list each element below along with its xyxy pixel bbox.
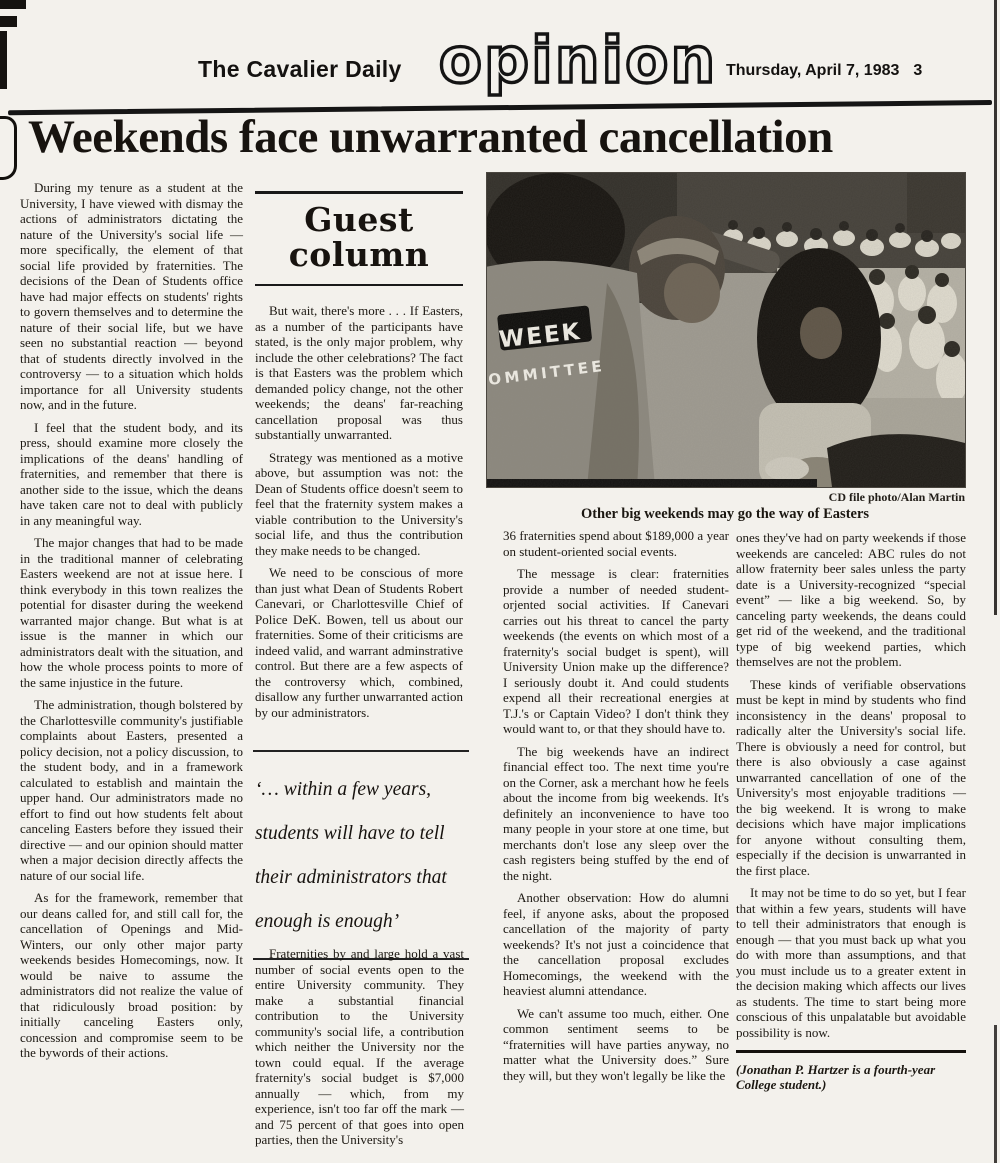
photo-illustration xyxy=(487,173,965,487)
tshirt-text-week: WEEK xyxy=(497,318,583,354)
scan-artifact xyxy=(0,31,7,89)
article-paragraph: Fraternities by and large hold a vast number of social events open to the entire University community. They make a substantial financial contribution to the University community's social life, a contribution which neither the University nor the town could equal. If the average fraternity's social budget is $7,000 annually — which, from my experience, isn't too far off the mark — and 75 percent of that goes into open parties, then the University's xyxy=(255,946,464,1147)
article-paragraph: These kinds of verifiable observations must be kept in mind by students who find inconsistency in the deans' proposal to radically alter the University's social life. There is obviously a need for control, but there is also obviously a case against unwarranted cancellation of one of the University's most enjoyable traditions — the big weekend. It is wrong to make decisions which have major implications for anyone without consulting them, especially if the decision is unwarranted in the first place. xyxy=(736,676,966,878)
article-paragraph: ones they've had on party weekends if those weekends are canceled: ABC rules do not allow fraternity beer sales unless the party date is a University-recognized “special event” — like a big weekend. So, by canceling party weekends, the deans could get rid of the weekend, and the traditional type of big weekend parties, which themselves are not the problem. xyxy=(736,530,966,669)
article-paragraph: The administration, though bolstered by the Charlottesville community's justifiable complaints about Easters, presented a policy decision, not a policy discussion, to the student body, and in a framework calculated to establish and maintain the upper hand. Our administrators made no effort to find out how students felt about canceling Easters before they issued their directive — and our opinion should matter when a major decision directly affects the nature of our social life. xyxy=(20,697,243,883)
guest-column-label: Guest column xyxy=(288,200,430,274)
article-paragraph: The message is clear: fraternities provide a number of needed student-orjented social activities. If Canevari carries out his threat to cancel the party weekends (the events on which most of a fraternity's social budget is spent), will University Union make up the difference? I seriously doubt it. And could students expend all their recreational energies at T.J.'s or Captain Video? I don't think they would want to, or that they should have to. xyxy=(503,566,729,736)
article-column-1 xyxy=(20,180,243,1068)
signature-rule xyxy=(736,1050,966,1053)
article-paragraph: The major changes that had to be made in the traditional manner of celebrating Easters weekend are not at issue here. I think everybody in this town realizes the potential for disaster during the weekend warranted major change. But what is at issue is the manner in which our administrators dealt with the situation, and how the whole process points to more of the same injustice in the future. xyxy=(20,535,243,690)
tshirt-text-committee: OMMITTEE xyxy=(487,356,607,389)
article-column-2-bottom xyxy=(255,946,464,1155)
article-paragraph: We need to be conscious of more than just what Dean of Students Robert Canevari, or Charlottesville Chief of Police DeK. Bowen, tell us about our fraternities. Some of their criticisms are indeed valid, and warrant adminstrative control. But there are a few aspects of the controversy which, combined, disallow any further unwarranted action by our administrators. xyxy=(255,565,463,720)
article-paragraph: It may not be time to do so yet, but I fear that within a few years, students will have to tell their administrators that enough is enough — that you must back up what you do with more than assumptions, and that you must include us to a greater extent in the decision making which affects our lives as students. The time to start being more conscious of this unpalatable but avoidable possibility is now. xyxy=(736,885,966,1040)
pull-quote-box xyxy=(253,750,469,960)
masthead-date xyxy=(726,62,922,80)
scan-artifact-right-edge xyxy=(994,0,997,615)
article-paragraph: But wait, there's more . . . If Easters, as a number of the participants have stated, is the only major problem, why include the other celebrations? The fact is that Easters was the problem which demanded policy change, not the other weekends; the deans' far-reaching cancellation proposal was thus substantially unwarranted. xyxy=(255,303,463,442)
article-column-2-top xyxy=(255,303,463,727)
scan-artifact-right-edge xyxy=(994,1025,997,1163)
paper-name: The Cavalier Daily xyxy=(198,56,402,82)
article-paragraph: 36 fraternities spend about $189,000 a year on student-oriented social events. xyxy=(503,528,729,559)
photo-credit: CD file photo/Alan Martin xyxy=(828,490,965,504)
scan-artifact-bracket xyxy=(0,116,17,180)
article-paragraph: Strategy was mentioned as a motive above, but assumption was not: the Dean of Students office doesn't seem to feel that the fraternity system makes a viable contribution to the University's social life, and thus the contribution they make needs to be changed. xyxy=(255,449,463,558)
author-signature: (Jonathan P. Hartzer is a fourth-year College student.) xyxy=(736,1061,936,1092)
article-paragraph: During my tenure as a student at the University, I have viewed with dismay the actions of administrators dictating the nature of the University's social life — more specifically, the element of that social life provided by fraternities. The decisions of the Dean of Students office have had major effects on students' rights to govern themselves and to determine the nature of their social life, but we have seen no substantial reaction — beyond that of students directly involved in the controversy — to a situation which holds importance for all University students now, and in the future. xyxy=(20,180,243,412)
article-paragraph: Another observation: How do alumni feel, if anyone asks, about the proposed cancellation of the majority of party weekends? It's not just a coincidence that the cancellation proposal excludes Homecomings, the weekend with the heaviest alumni attendance. xyxy=(503,890,729,998)
article-paragraph: We can't assume too much, either. One common sentiment seems to be “fraternities will have parties anyway, no matter what the University does.” Sure they will, but they won't legally be like the xyxy=(503,1005,729,1083)
guest-column-box xyxy=(255,191,463,286)
section-logo-opinion xyxy=(428,14,728,115)
headline: Weekends face unwarranted cancellation xyxy=(28,111,833,163)
scan-artifact xyxy=(0,0,26,9)
article-column-4 xyxy=(736,530,966,1100)
news-photo xyxy=(487,173,965,487)
page-number: 3 xyxy=(913,62,923,79)
date-text: Thursday, April 7, 1983 xyxy=(726,62,900,79)
article-paragraph: The big weekends have an indirect financial effect too. The next time you're on the Corner, ask a merchant how he feels about the income from big weekends. It's definitely an inconvenience to have too many people in your store at one time, but merchants don't lose any sleep over the cash registers being stuffed by the end of the night. xyxy=(503,743,729,883)
opinion-logo-text: opinion xyxy=(438,24,718,97)
article-column-3 xyxy=(503,528,729,1090)
scan-artifact xyxy=(0,16,17,27)
photo-caption: Other big weekends may go the way of Easters xyxy=(580,506,870,522)
article-paragraph: As for the framework, remember that our deans called for, and still call for, the cancellation of Openings and Mid-Winters, our only other major party weekends besides Homecomings, now. It would be naive to assume the administrators did not realize the value of that ridiculously broad position: by initially canceling Easters only, concession and compromise seem to be the bywords of their actions. xyxy=(20,890,243,1060)
article-paragraph: I feel that the student body, and its press, should examine more closely the implications of the deans' handling of fraternities, and remember that there is another side to the issue, which the deans have taken care not to deal with publicly in any meaningful way. xyxy=(20,419,243,528)
pull-quote-text: ‘… within a few years, students will have to tell their administrators that enough is enough’ xyxy=(255,779,447,932)
